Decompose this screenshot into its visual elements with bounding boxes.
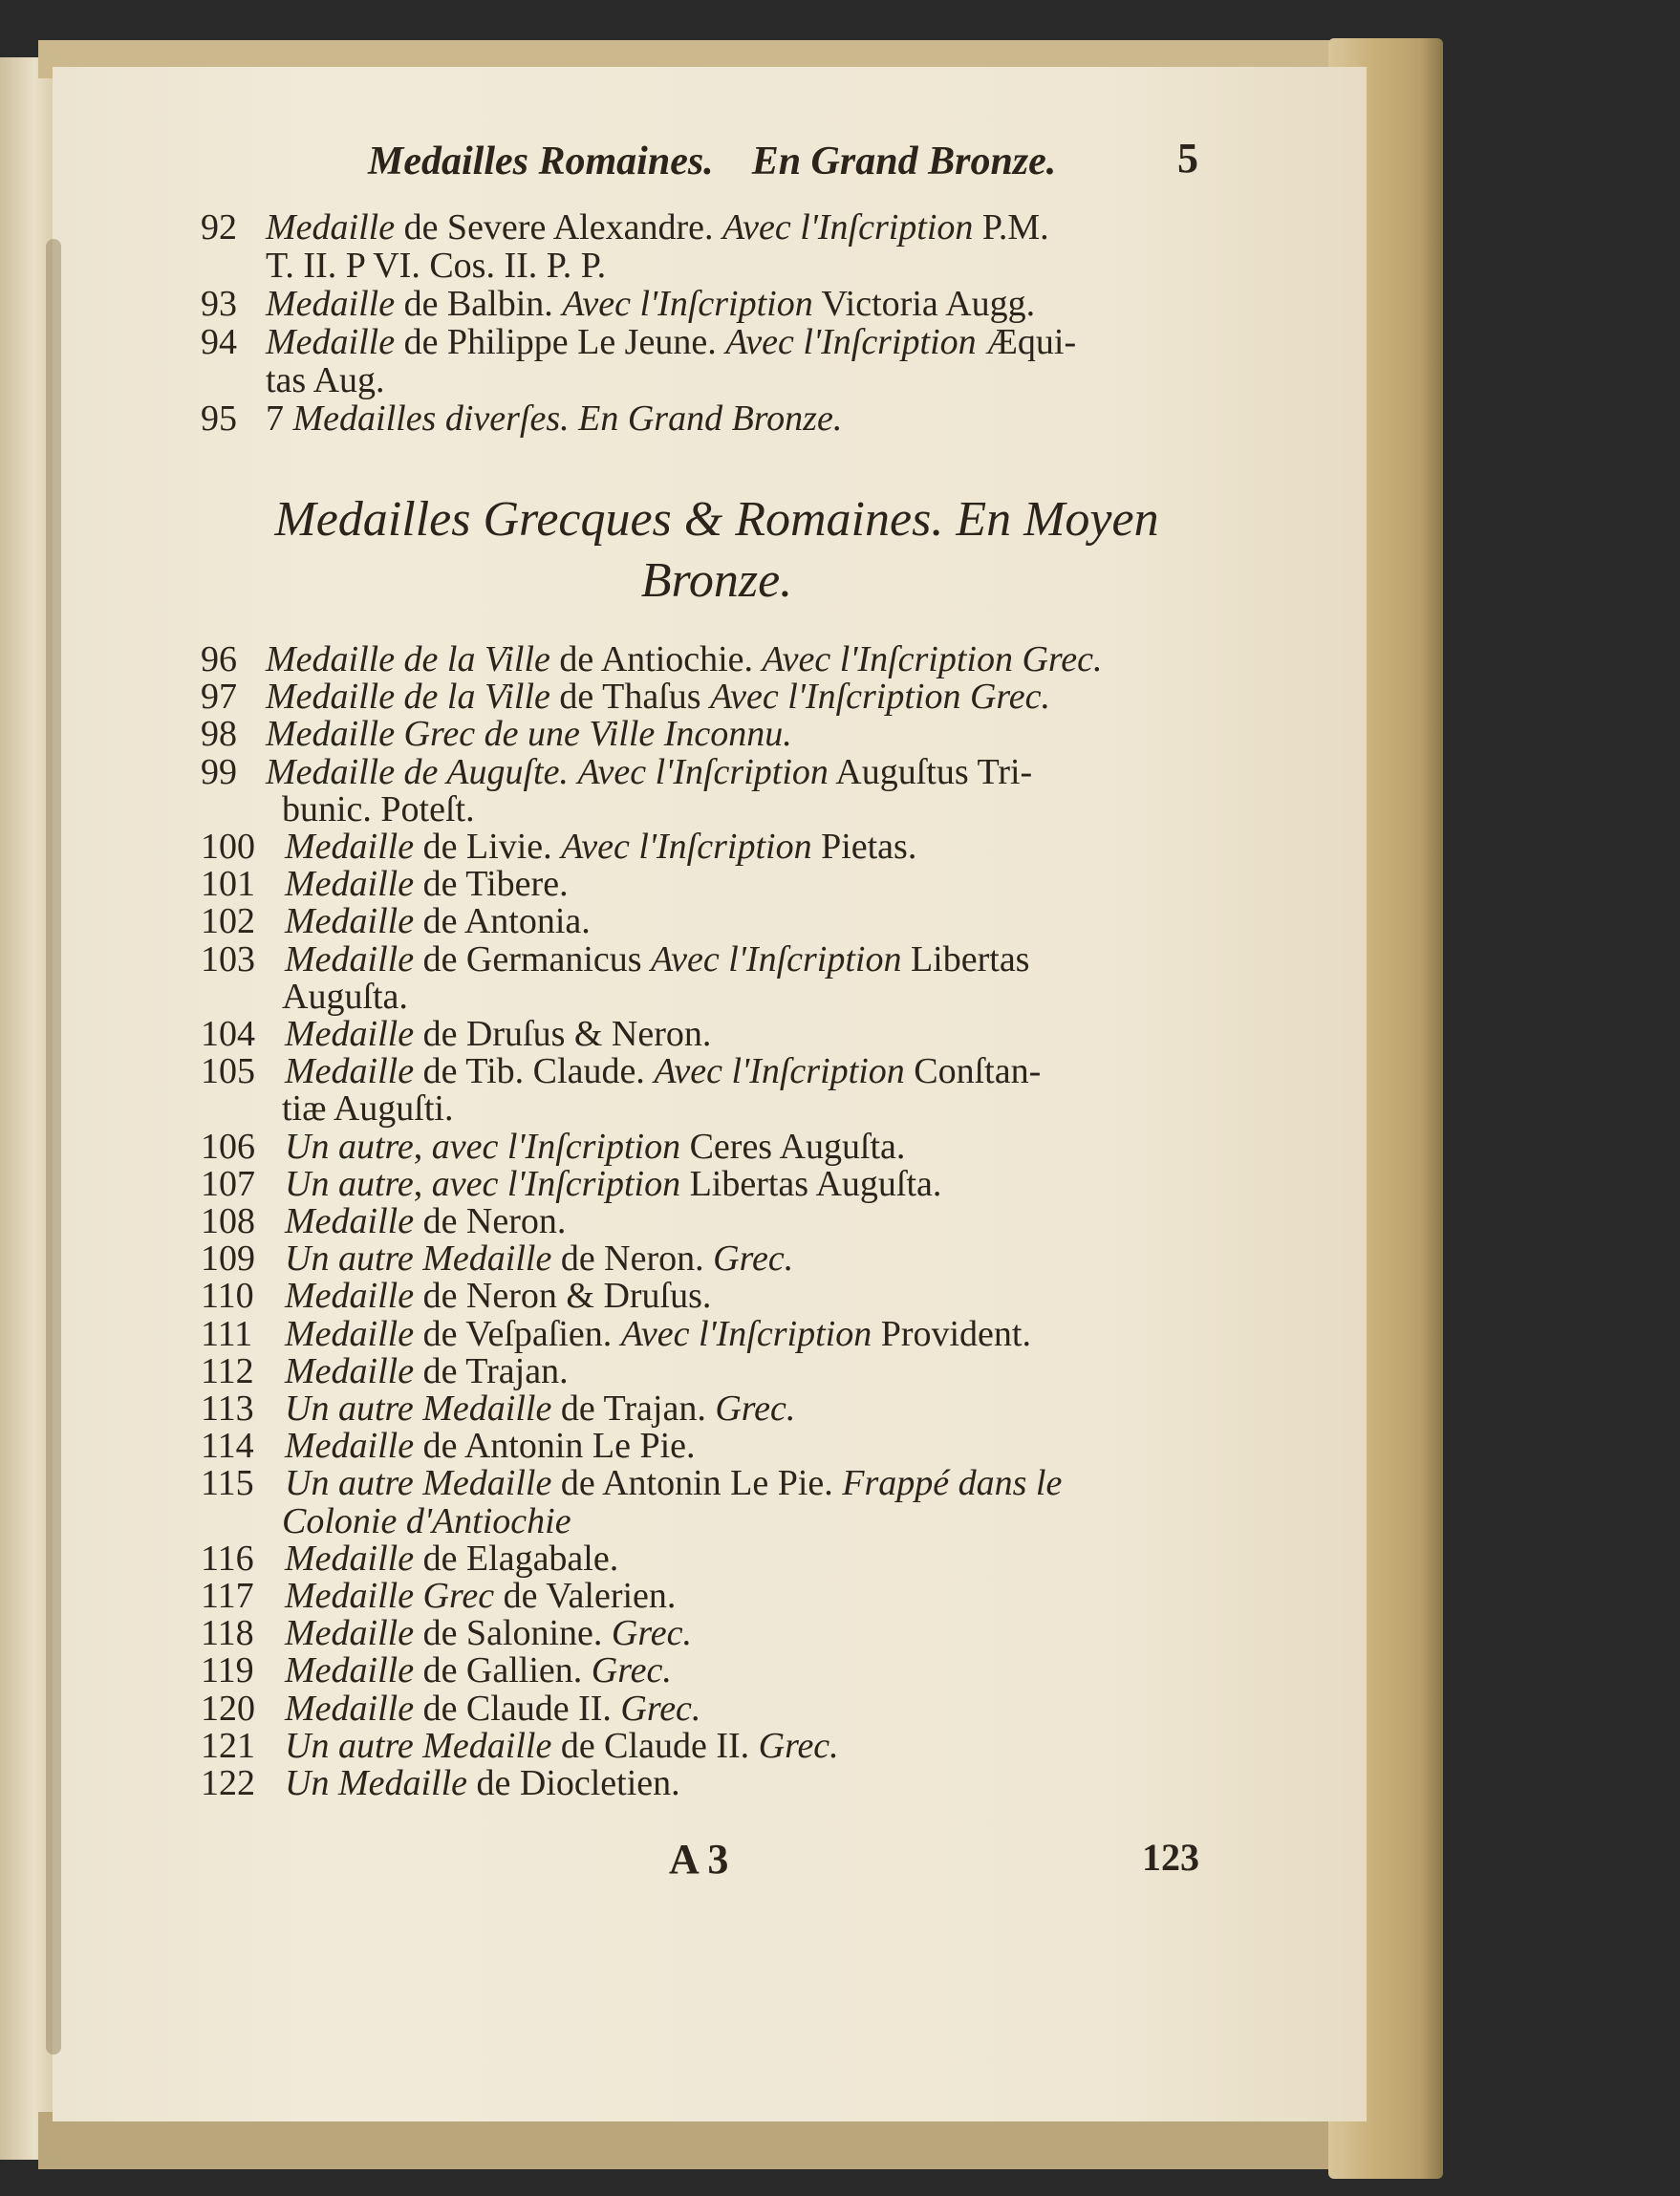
entry-text-2: Victoria Augg. xyxy=(812,284,1036,324)
entry-text: de Druſus & Neron. xyxy=(414,1014,712,1054)
entry-110 xyxy=(201,1277,711,1315)
entry-text: de Tib. Claude. xyxy=(414,1051,655,1092)
entry-italic: Medaille xyxy=(285,1650,415,1691)
entry-number: 121 xyxy=(201,1725,255,1766)
entry-italic: Medaille xyxy=(285,1051,415,1092)
entry-text: de Philippe Le Jeune. xyxy=(395,322,726,362)
entry-100 xyxy=(201,828,916,866)
entry-italic: Medaille xyxy=(285,1613,415,1654)
entry-number: 96 xyxy=(201,639,237,679)
entry-111 xyxy=(201,1315,1031,1353)
section-title xyxy=(258,489,1175,612)
entry-text: de Livie. xyxy=(414,827,562,867)
entry-number: 109 xyxy=(201,1238,255,1280)
entry-number: 104 xyxy=(201,1014,255,1054)
entry-99-continuation: bunic. Poteſt. xyxy=(282,788,475,829)
entry-119 xyxy=(201,1651,672,1690)
entry-italic: Medaille xyxy=(285,1350,415,1391)
entry-text: de Severe Alexandre. xyxy=(395,207,722,248)
entry-italic-2: Grec. xyxy=(611,1613,692,1654)
entry-text: de Diocletien. xyxy=(467,1763,680,1803)
entry-text: de Balbin. xyxy=(395,284,563,324)
entry-text: de Germanicus xyxy=(414,938,652,980)
entry-number: 114 xyxy=(201,1426,254,1467)
entry-number: 110 xyxy=(201,1276,254,1317)
entry-114 xyxy=(201,1427,696,1465)
entry-italic: Medaille de la Ville xyxy=(266,677,550,718)
entry-italic-2: avec l'Inſcription xyxy=(431,1126,681,1167)
entry-92-continuation: T. II. P VI. Cos. II. P. P. xyxy=(266,246,607,286)
entry-italic: Medaille xyxy=(285,827,415,867)
entry-97 xyxy=(201,678,1050,716)
entry-98 xyxy=(201,715,792,753)
entry-102 xyxy=(201,902,591,940)
entry-italic: Medaille xyxy=(285,1313,415,1354)
entry-italic-2: Grec. xyxy=(591,1650,672,1691)
entry-122 xyxy=(201,1764,680,1802)
entry-italic: Medaille Grec de une Ville Inconnu. xyxy=(266,714,792,755)
entry-italic-2: Avec l'Inſcription Grec. xyxy=(762,639,1103,679)
entry-number: 108 xyxy=(201,1201,255,1241)
running-head-right: En Grand Bronze. xyxy=(751,140,1057,183)
entry-italic-2: Avec l'Inſcription xyxy=(654,1051,905,1092)
entry-text: 7 xyxy=(266,398,293,439)
entry-107 xyxy=(201,1165,941,1203)
entry-number: 92 xyxy=(201,207,237,248)
entry-number: 105 xyxy=(201,1051,255,1092)
entry-number: 94 xyxy=(201,322,237,362)
entry-number: 107 xyxy=(201,1163,255,1204)
entry-94-continuation: tas Aug. xyxy=(266,360,385,400)
entry-text: de Trajan. xyxy=(551,1389,716,1429)
entry-118 xyxy=(201,1614,692,1652)
entry-text xyxy=(569,752,578,792)
entry-italic: Medaille de Auguſte. xyxy=(266,751,569,792)
entry-text: de Neron. xyxy=(551,1238,714,1280)
entry-italic-2: Avec l'Inſcription xyxy=(725,322,977,362)
entry-text-2: P.M. xyxy=(973,207,1049,248)
section-title-line2: Bronze. xyxy=(640,553,793,608)
entry-108 xyxy=(201,1202,566,1240)
entry-number: 118 xyxy=(201,1613,254,1654)
entry-text: de Neron & Druſus. xyxy=(414,1276,712,1317)
entry-number: 111 xyxy=(201,1313,253,1354)
entry-italic: Un autre xyxy=(285,1163,414,1204)
entry-text: de Salonine. xyxy=(414,1613,612,1654)
entry-113 xyxy=(201,1389,795,1428)
entry-text: de Antiochie. xyxy=(549,639,763,679)
entry-115 xyxy=(201,1464,1062,1502)
entry-italic-2: Avec l'Inſcription xyxy=(562,284,813,324)
entry-text-2: Æqui- xyxy=(976,322,1077,362)
entry-text: , xyxy=(413,1126,432,1167)
entry-text: de Tibere. xyxy=(414,864,569,905)
entry-number: 95 xyxy=(201,398,237,439)
entry-105 xyxy=(201,1052,1041,1090)
entry-italic-2: Avec l'Inſcription xyxy=(722,207,974,248)
entry-italic: Medaille xyxy=(285,864,415,905)
entry-italic-2: Frappé dans le xyxy=(842,1463,1063,1504)
entry-number: 122 xyxy=(201,1763,255,1803)
entry-text: de Thaſus xyxy=(549,677,711,718)
entry-italic-2: Avec l'Inſcription Grec. xyxy=(710,677,1051,718)
entry-94 xyxy=(201,323,1076,361)
entry-number: 120 xyxy=(201,1688,255,1729)
signature-mark: A 3 xyxy=(669,1836,729,1883)
entry-italic: Medaille xyxy=(266,322,396,362)
entry-text: de Neron. xyxy=(414,1201,567,1241)
entry-italic: Medaille xyxy=(285,1538,415,1579)
entry-103-continuation: Auguſta. xyxy=(282,976,408,1017)
entry-number: 103 xyxy=(201,938,255,980)
entry-italic: Un autre Medaille xyxy=(285,1463,552,1504)
entry-italic-2: Avec l'Inſcription xyxy=(561,827,812,867)
entry-italic: Medaille xyxy=(285,1276,415,1317)
entry-104 xyxy=(201,1015,711,1053)
entry-number: 115 xyxy=(201,1463,254,1504)
entry-number: 117 xyxy=(201,1576,254,1616)
entry-text-2: Pietas. xyxy=(811,827,917,867)
entry-121 xyxy=(201,1727,839,1765)
entry-text-2: Conſtan- xyxy=(904,1051,1042,1092)
entry-italic: Un autre Medaille xyxy=(285,1725,552,1766)
entry-italic-2: Avec l'Inſcription xyxy=(577,751,829,792)
entry-number: 119 xyxy=(201,1650,254,1691)
entry-number: 102 xyxy=(201,901,255,942)
running-head xyxy=(368,139,1056,184)
entry-italic: Un autre xyxy=(285,1126,414,1167)
entry-italic-2: Avec l'Inſcription xyxy=(620,1313,872,1354)
running-head-left: Medailles Romaines. xyxy=(368,140,714,183)
entry-117 xyxy=(201,1577,676,1615)
entry-99 xyxy=(201,753,1032,791)
entry-92 xyxy=(201,208,1049,247)
entry-101 xyxy=(201,865,569,903)
catchword: 123 xyxy=(1142,1836,1199,1879)
entry-italic-2: Grec. xyxy=(758,1725,839,1766)
entry-italic: Medaille Grec xyxy=(285,1576,495,1616)
entry-number: 98 xyxy=(201,714,237,755)
entry-italic-2: Avec l'Inſcription xyxy=(651,938,902,980)
entry-number: 100 xyxy=(201,827,255,867)
entry-115-continuation: Colonie d'Antiochie xyxy=(282,1500,571,1541)
entry-text-2: Libertas Auguſta. xyxy=(680,1163,942,1204)
entry-text: de Antonin Le Pie. xyxy=(551,1463,843,1504)
entry-italic: Medaille xyxy=(285,1688,415,1729)
entry-italic: Medaille xyxy=(266,284,396,324)
entry-text: de Antonin Le Pie. xyxy=(414,1426,696,1467)
entry-italic-2: Grec. xyxy=(713,1238,794,1280)
binding-gutter xyxy=(46,239,61,2055)
entry-109 xyxy=(201,1239,793,1278)
entry-italic: Medailles diverſes. En Grand Bronze. xyxy=(292,398,843,439)
entry-italic: Medaille xyxy=(285,1201,415,1241)
entry-italic: Medaille de la Ville xyxy=(266,639,550,679)
entry-105-continuation: tiæ Auguſti. xyxy=(282,1088,454,1130)
entry-number: 112 xyxy=(201,1350,254,1391)
entry-text: de Elagabale. xyxy=(414,1538,619,1579)
entry-italic: Medaille xyxy=(285,901,415,942)
entry-text-2: Ceres Auguſta. xyxy=(680,1126,906,1167)
entry-96 xyxy=(201,640,1103,678)
entry-italic-2: avec l'Inſcription xyxy=(431,1163,681,1204)
book-page xyxy=(53,67,1367,2121)
entry-italic: Medaille xyxy=(285,1014,415,1054)
entry-number: 93 xyxy=(201,284,237,324)
section-title-line1: Medailles Grecques & Romaines. En Moyen xyxy=(274,492,1159,547)
entry-italic: Un Medaille xyxy=(285,1763,468,1803)
entry-text: , xyxy=(413,1163,432,1204)
entry-93 xyxy=(201,285,1035,323)
page-number: 5 xyxy=(1177,135,1198,182)
entry-106 xyxy=(201,1128,905,1166)
entry-italic-2: Grec. xyxy=(620,1688,701,1729)
entry-italic: Medaille xyxy=(285,1426,415,1467)
entry-italic: Un autre Medaille xyxy=(285,1238,552,1280)
entry-text-2: Libertas xyxy=(901,938,1030,980)
entry-95 xyxy=(201,399,842,438)
entry-text: de Claude II. xyxy=(414,1688,621,1729)
entry-number: 97 xyxy=(201,677,237,718)
entry-number: 113 xyxy=(201,1389,254,1429)
entry-italic: Un autre Medaille xyxy=(285,1389,552,1429)
entry-text: de Trajan. xyxy=(414,1350,569,1391)
entry-text: de Claude II. xyxy=(551,1725,759,1766)
entry-103 xyxy=(201,940,1029,979)
entry-text-2: Provident. xyxy=(872,1313,1031,1354)
entry-text: de Veſpaſien. xyxy=(414,1313,621,1354)
entry-112 xyxy=(201,1352,569,1390)
entry-text: de Valerien. xyxy=(494,1576,677,1616)
entry-number: 116 xyxy=(201,1538,254,1579)
entry-120 xyxy=(201,1690,700,1728)
entry-number: 99 xyxy=(201,751,237,792)
entry-number: 101 xyxy=(201,864,255,905)
entry-text: de Gallien. xyxy=(414,1650,592,1691)
entry-text-2: Auguſtus Tri- xyxy=(828,751,1033,792)
entry-text: de Antonia. xyxy=(414,901,591,942)
entry-116 xyxy=(201,1539,618,1578)
entry-italic: Medaille xyxy=(266,207,396,248)
entry-number: 106 xyxy=(201,1126,255,1167)
entry-italic-2: Grec. xyxy=(715,1389,796,1429)
entry-italic: Medaille xyxy=(285,938,415,980)
